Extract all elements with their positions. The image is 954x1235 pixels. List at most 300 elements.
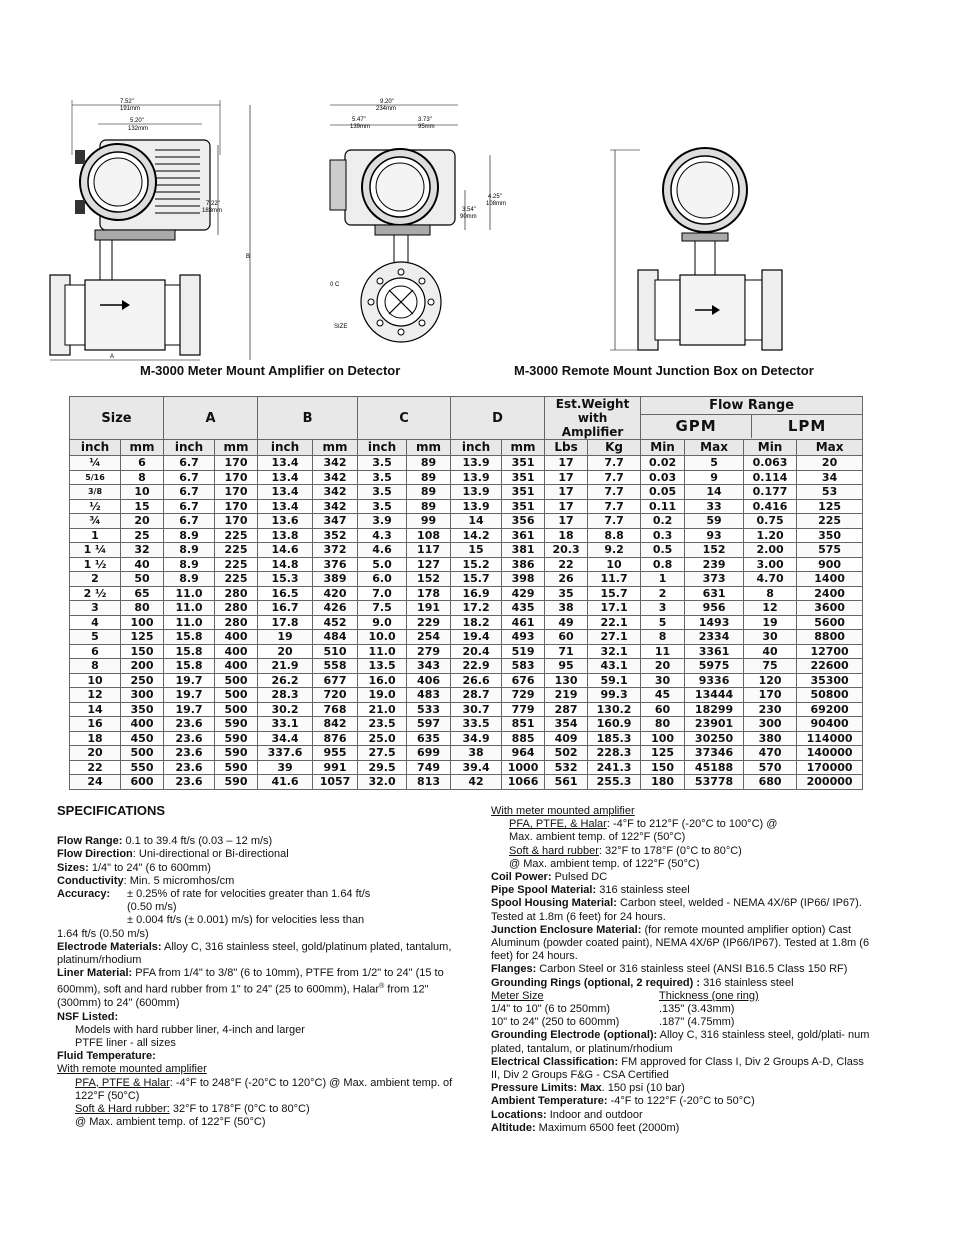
table-cell: 225 <box>215 572 258 587</box>
table-cell: 429 <box>502 586 545 601</box>
spec-ground-electrode: Grounding Electrode (optional): Alloy C, 316 stainless steel, gold/plati- num plated, tantalum, or platinum/rhodium <box>491 1029 870 1055</box>
table-cell: 178 <box>407 586 451 601</box>
table-cell: 26.2 <box>258 673 313 688</box>
table-cell: 22.1 <box>588 615 641 630</box>
table-cell: ¾ <box>70 514 121 529</box>
table-cell: 699 <box>407 746 451 761</box>
table-cell: 7.7 <box>588 470 641 485</box>
table-cell: 23.6 <box>164 775 215 790</box>
table-cell: 45 <box>641 688 685 703</box>
table-cell: 3/8 <box>70 485 121 500</box>
table-cell: 426 <box>313 601 358 616</box>
dim-total-mm: 234mm <box>376 106 397 112</box>
table-row <box>70 543 863 558</box>
subheader-row <box>70 440 863 456</box>
subheader-cell: Max <box>797 440 863 456</box>
table-cell: 43.1 <box>588 659 641 674</box>
table-cell: 779 <box>502 702 545 717</box>
table-cell: 280 <box>215 601 258 616</box>
table-cell: 635 <box>407 731 451 746</box>
table-cell: 991 <box>313 760 358 775</box>
table-cell: 1493 <box>685 615 744 630</box>
table-cell: 30.7 <box>451 702 502 717</box>
table-cell: 19.7 <box>164 688 215 703</box>
table-cell: 7.7 <box>588 485 641 500</box>
table-cell: 17 <box>545 514 588 529</box>
spec-remote-pfa: PFA, PTFE & Halar: -4°F to 248°F (-20°C to 120°C) @ Max. ambient temp. of 122°F (50°C) <box>75 1076 453 1102</box>
table-cell: 0.2 <box>641 514 685 529</box>
table-row <box>70 659 863 674</box>
table-cell: 50 <box>121 572 164 587</box>
table-cell: 3.00 <box>744 557 797 572</box>
table-row <box>70 601 863 616</box>
table-cell: 225 <box>215 528 258 543</box>
table-cell: 32.1 <box>588 644 641 659</box>
table-cell: 435 <box>502 601 545 616</box>
table-cell: 41.6 <box>258 775 313 790</box>
table-cell: 900 <box>797 557 863 572</box>
table-cell: 2.00 <box>744 543 797 558</box>
table-cell: 4 <box>70 615 121 630</box>
table-cell: 59.1 <box>588 673 641 688</box>
table-cell: 342 <box>313 499 358 514</box>
table-cell: 2 ½ <box>70 586 121 601</box>
table-cell: 93 <box>685 528 744 543</box>
table-cell: 71 <box>545 644 588 659</box>
table-cell: 342 <box>313 485 358 500</box>
table-cell: 26.6 <box>451 673 502 688</box>
table-cell: 350 <box>121 702 164 717</box>
table-cell: 7.5 <box>358 601 407 616</box>
table-cell: 254 <box>407 630 451 645</box>
table-cell: 16.5 <box>258 586 313 601</box>
table-cell: 8 <box>744 586 797 601</box>
table-cell: 600 <box>121 775 164 790</box>
table-cell: 5 <box>641 615 685 630</box>
dim-h2-mm: 90mm <box>460 214 477 220</box>
table-cell: 420 <box>313 586 358 601</box>
table-cell: 21.0 <box>358 702 407 717</box>
table-cell: 5975 <box>685 659 744 674</box>
caption-remote-mount: M-3000 Remote Mount Junction Box on Detector <box>514 363 814 378</box>
table-cell: 720 <box>313 688 358 703</box>
table-cell: 3 <box>641 601 685 616</box>
table-cell: 17.8 <box>258 615 313 630</box>
table-cell: 14.2 <box>451 528 502 543</box>
table-cell: 25.0 <box>358 731 407 746</box>
table-row <box>70 470 863 485</box>
dim-height-mm: 183mm <box>202 208 223 214</box>
table-cell: 89 <box>407 499 451 514</box>
table-cell: 80 <box>121 601 164 616</box>
table-cell: 749 <box>407 760 451 775</box>
table-cell: 114000 <box>797 731 863 746</box>
table-cell: 550 <box>121 760 164 775</box>
table-cell: 519 <box>502 644 545 659</box>
table-cell: 680 <box>744 775 797 790</box>
table-cell: 34 <box>797 470 863 485</box>
table-cell: 876 <box>313 731 358 746</box>
table-cell: 95 <box>545 659 588 674</box>
table-cell: 200000 <box>797 775 863 790</box>
table-cell: 19 <box>258 630 313 645</box>
table-cell: 0.8 <box>641 557 685 572</box>
table-cell: 35300 <box>797 673 863 688</box>
table-cell: 1 ½ <box>70 557 121 572</box>
table-cell: 409 <box>545 731 588 746</box>
table-cell: 16.9 <box>451 586 502 601</box>
table-cell: 11.0 <box>164 586 215 601</box>
table-cell: 0.5 <box>641 543 685 558</box>
table-cell: 117 <box>407 543 451 558</box>
table-cell: 386 <box>502 557 545 572</box>
dim-width-a-mm: 191mm <box>120 106 141 112</box>
flow-range-label: Flow Range <box>641 398 862 415</box>
dim-width-b-mm: 132mm <box>128 126 149 132</box>
dim-width-b: 5.20" <box>130 118 144 124</box>
table-cell: 4.70 <box>744 572 797 587</box>
table-cell: 125 <box>641 746 685 761</box>
table-cell: 12700 <box>797 644 863 659</box>
table-cell: 676 <box>502 673 545 688</box>
spec-meter-rubber: Soft & hard rubber: 32°F to 178°F (0°C to 80°C) <box>509 844 742 857</box>
subheader-cell: Min <box>641 440 685 456</box>
table-cell: 6.7 <box>164 470 215 485</box>
table-cell: 45188 <box>685 760 744 775</box>
table-cell: 361 <box>502 528 545 543</box>
table-cell: 597 <box>407 717 451 732</box>
table-cell: 18 <box>70 731 121 746</box>
table-cell: 5/16 <box>70 470 121 485</box>
spec-conductivity: Conductivity: Min. 5 micromhos/cm <box>57 874 235 887</box>
table-cell: 11.0 <box>164 601 215 616</box>
table-cell: 4.3 <box>358 528 407 543</box>
table-cell: 23.5 <box>358 717 407 732</box>
table-cell: 575 <box>797 543 863 558</box>
table-cell: 558 <box>313 659 358 674</box>
table-cell: 12 <box>744 601 797 616</box>
table-cell: 351 <box>502 485 545 500</box>
table-row <box>70 775 863 790</box>
table-cell: 16.7 <box>258 601 313 616</box>
table-cell: 533 <box>407 702 451 717</box>
table-cell: 20 <box>70 746 121 761</box>
table-row <box>70 485 863 500</box>
table-cell: 15 <box>451 543 502 558</box>
table-cell: 15.8 <box>164 644 215 659</box>
table-cell: 389 <box>313 572 358 587</box>
table-cell: 15.3 <box>258 572 313 587</box>
subheader-cell: Max <box>685 440 744 456</box>
table-row <box>70 673 863 688</box>
table-cell: 11.0 <box>358 644 407 659</box>
table-cell: 8 <box>641 630 685 645</box>
subheader-cell: inch <box>258 440 313 456</box>
table-cell: 381 <box>502 543 545 558</box>
dim-h2: 3.54" <box>462 207 476 213</box>
table-cell: 3 <box>70 601 121 616</box>
table-cell: 470 <box>744 746 797 761</box>
table-cell: 127 <box>407 557 451 572</box>
table-cell: 200 <box>121 659 164 674</box>
table-cell: 500 <box>215 688 258 703</box>
table-cell: 452 <box>313 615 358 630</box>
table-cell: 10 <box>121 485 164 500</box>
table-cell: 170 <box>215 499 258 514</box>
spec-electrode: Electrode Materials: Alloy C, 316 stainless steel, gold/platinum plated, tantalum, platinum/rhodium <box>57 940 452 967</box>
table-cell: 400 <box>121 717 164 732</box>
table-cell: 1066 <box>502 775 545 790</box>
table-cell: 13.4 <box>258 470 313 485</box>
table-cell: 23.6 <box>164 760 215 775</box>
table-cell: 6 <box>121 456 164 471</box>
spec-ring-row-1: 1/4" to 10" (6 to 250mm) .135" (3.43mm) <box>491 1003 735 1016</box>
spec-accuracy-2: (0.50 m/s) <box>127 901 177 914</box>
table-cell: 255.3 <box>588 775 641 790</box>
table-cell: 813 <box>407 775 451 790</box>
table-cell: 842 <box>313 717 358 732</box>
spec-fluid-temp: Fluid Temperature: <box>57 1050 156 1063</box>
table-cell: 9.2 <box>588 543 641 558</box>
table-cell: 229 <box>407 615 451 630</box>
table-cell: 35 <box>545 586 588 601</box>
spec-junction: Junction Enclosure Material: (for remote mounted amplifier option) Cast Aluminum (powder coated paint), NEMA 4X/6P (IP66/IP67). Tested at 1.8m (6 feet) for 24 hours. <box>491 923 870 963</box>
dim-h1-mm: 108mm <box>486 201 507 207</box>
table-cell: 13.4 <box>258 456 313 471</box>
table-cell: 21.9 <box>258 659 313 674</box>
table-row <box>70 615 863 630</box>
table-cell: 30.2 <box>258 702 313 717</box>
table-cell: 851 <box>502 717 545 732</box>
table-cell: 956 <box>685 601 744 616</box>
table-cell: 22600 <box>797 659 863 674</box>
table-cell: 16 <box>70 717 121 732</box>
table-cell: 19 <box>744 615 797 630</box>
table-cell: 13.4 <box>258 499 313 514</box>
table-row <box>70 717 863 732</box>
table-cell: 40 <box>121 557 164 572</box>
group-a: A <box>164 397 258 440</box>
table-cell: 0.11 <box>641 499 685 514</box>
table-cell: 120 <box>744 673 797 688</box>
table-cell: 14 <box>451 514 502 529</box>
table-row <box>70 557 863 572</box>
table-cell: 5 <box>70 630 121 645</box>
table-cell: 125 <box>121 630 164 645</box>
spec-electrical: Electrical Classification: FM approved for Class I, Div 2 Groups A-D, Class II, Div 2 Groups F&G - CSA Certified <box>491 1055 864 1082</box>
table-cell: 130.2 <box>588 702 641 717</box>
table-cell: 7.7 <box>588 456 641 471</box>
table-cell: 17.2 <box>451 601 502 616</box>
side-view-drawing <box>310 95 520 345</box>
unit-lpm: LPM <box>787 417 827 435</box>
table-cell: 219 <box>545 688 588 703</box>
dim-left: 5.47" <box>352 117 366 123</box>
table-cell: 9336 <box>685 673 744 688</box>
table-cell: 380 <box>744 731 797 746</box>
table-cell: 20 <box>641 659 685 674</box>
subheader-cell: inch <box>451 440 502 456</box>
specs-right <box>491 805 876 1135</box>
table-cell: 1057 <box>313 775 358 790</box>
table-cell: 16.0 <box>358 673 407 688</box>
table-cell: 350 <box>797 528 863 543</box>
table-cell: 39.4 <box>451 760 502 775</box>
spec-altitude: Altitude: Maximum 6500 feet (2000m) <box>491 1121 680 1134</box>
spec-flow-range: Flow Range: 0.1 to 39.4 ft/s (0.03 – 12 m/s) <box>57 835 273 848</box>
table-cell: 1 <box>70 528 121 543</box>
table-cell: 8 <box>121 470 164 485</box>
table-row <box>70 760 863 775</box>
table-cell: 2 <box>70 572 121 587</box>
table-cell: 14 <box>685 485 744 500</box>
table-cell: 65 <box>121 586 164 601</box>
table-cell: 13444 <box>685 688 744 703</box>
table-cell: 60 <box>545 630 588 645</box>
spec-coil: Coil Power: Pulsed DC <box>491 871 608 884</box>
table-cell: 170 <box>215 485 258 500</box>
table-cell: 15.7 <box>451 572 502 587</box>
table-cell: ¼ <box>70 456 121 471</box>
spec-sizes: Sizes: 1/4" to 24" (6 to 600mm) <box>57 861 211 874</box>
table-cell: 500 <box>215 673 258 688</box>
table-cell: 99 <box>407 514 451 529</box>
table-cell: 19.7 <box>164 702 215 717</box>
spec-nsf-2: PTFE liner - all sizes <box>75 1036 176 1049</box>
table-cell: 400 <box>215 659 258 674</box>
table-cell: 10.0 <box>358 630 407 645</box>
subheader-cell: Kg <box>588 440 641 456</box>
table-cell: 493 <box>502 630 545 645</box>
table-row <box>70 572 863 587</box>
spec-ambient: Ambient Temperature: -4°F to 122°F (-20°C to 50°C) <box>491 1095 755 1108</box>
table-cell: 2400 <box>797 586 863 601</box>
table-cell: 19.4 <box>451 630 502 645</box>
table-cell: 0.03 <box>641 470 685 485</box>
table-cell: 180 <box>641 775 685 790</box>
table-cell: 351 <box>502 470 545 485</box>
table-cell: 461 <box>502 615 545 630</box>
table-cell: 60 <box>641 702 685 717</box>
spec-locations: Locations: Indoor and outdoor <box>491 1108 643 1121</box>
table-cell: 352 <box>313 528 358 543</box>
table-cell: 8.9 <box>164 557 215 572</box>
table-cell: 230 <box>744 702 797 717</box>
table-cell: 22.9 <box>451 659 502 674</box>
table-cell: 89 <box>407 456 451 471</box>
table-cell: 170000 <box>797 760 863 775</box>
table-cell: 99.3 <box>588 688 641 703</box>
table-row <box>70 499 863 514</box>
table-cell: 170 <box>744 688 797 703</box>
spec-ring-header: Meter Size Thickness (one ring) <box>491 989 759 1002</box>
subheader-cell: inch <box>164 440 215 456</box>
table-cell: 6.0 <box>358 572 407 587</box>
spec-ring-row-2: 10" to 24" (250 to 600mm) .187" (4.75mm) <box>491 1016 735 1029</box>
table-cell: 342 <box>313 470 358 485</box>
table-cell: 6.7 <box>164 499 215 514</box>
table-cell: 53778 <box>685 775 744 790</box>
table-cell: 590 <box>215 760 258 775</box>
spec-nsf-1: Models with hard rubber liner, 4-inch and larger <box>75 1023 305 1036</box>
table-cell: 27.5 <box>358 746 407 761</box>
table-cell: 27.1 <box>588 630 641 645</box>
table-cell: 0.3 <box>641 528 685 543</box>
spec-meter-rubber-2: @ Max. ambient temp. of 122°F (50°C) <box>509 857 700 870</box>
spec-rings: Grounding Rings (optional, 2 required) : 316 stainless steel <box>491 976 794 989</box>
table-cell: 225 <box>215 557 258 572</box>
table-cell: 239 <box>685 557 744 572</box>
table-cell: 228.3 <box>588 746 641 761</box>
table-cell: 400 <box>215 630 258 645</box>
table-cell: 372 <box>313 543 358 558</box>
group-flow <box>641 397 863 440</box>
table-cell: 34.4 <box>258 731 313 746</box>
table-cell: 3361 <box>685 644 744 659</box>
specs-left <box>57 804 457 1129</box>
table-cell: 2334 <box>685 630 744 645</box>
table-cell: 13.9 <box>451 470 502 485</box>
table-cell: 500 <box>121 746 164 761</box>
table-cell: 100 <box>641 731 685 746</box>
label-size: SIZE <box>334 324 348 330</box>
table-cell: 6.7 <box>164 485 215 500</box>
table-cell: 20 <box>121 514 164 529</box>
table-cell: 59 <box>685 514 744 529</box>
table-cell: 30 <box>641 673 685 688</box>
table-cell: 502 <box>545 746 588 761</box>
table-cell: 89 <box>407 470 451 485</box>
table-row <box>70 456 863 471</box>
table-cell: 15.8 <box>164 630 215 645</box>
table-cell: 351 <box>502 456 545 471</box>
table-cell: 14.6 <box>258 543 313 558</box>
table-cell: 225 <box>797 514 863 529</box>
table-cell: 280 <box>215 615 258 630</box>
table-cell: 23901 <box>685 717 744 732</box>
subheader-cell: mm <box>502 440 545 456</box>
table-cell: 19.0 <box>358 688 407 703</box>
table-cell: 590 <box>215 717 258 732</box>
table-cell: 5600 <box>797 615 863 630</box>
table-cell: 8.9 <box>164 572 215 587</box>
table-cell: 11.0 <box>164 615 215 630</box>
table-cell: 5.0 <box>358 557 407 572</box>
spec-remote-rubber-2: @ Max. ambient temp. of 122°F (50°C) <box>75 1116 266 1129</box>
table-cell: 160.9 <box>588 717 641 732</box>
label-oc: 0 C <box>330 282 340 288</box>
table-cell: 32 <box>121 543 164 558</box>
table-cell: 42 <box>451 775 502 790</box>
table-row <box>70 514 863 529</box>
meter-mount-drawing <box>40 95 270 365</box>
table-cell: 22 <box>70 760 121 775</box>
table-cell: 8.8 <box>588 528 641 543</box>
table-cell: 20.3 <box>545 543 588 558</box>
spec-meter-pfa-2: Max. ambient temp. of 122°F (50°C) <box>509 831 686 844</box>
table-cell: 241.3 <box>588 760 641 775</box>
table-cell: 7.7 <box>588 499 641 514</box>
table-cell: 33.5 <box>451 717 502 732</box>
subheader-cell: mm <box>313 440 358 456</box>
table-cell: 20 <box>797 456 863 471</box>
table-cell: 15 <box>121 499 164 514</box>
table-cell: 75 <box>744 659 797 674</box>
subheader-cell: inch <box>358 440 407 456</box>
table-cell: 1.20 <box>744 528 797 543</box>
table-cell: ½ <box>70 499 121 514</box>
spec-remote-label: With remote mounted amplifier <box>57 1063 207 1076</box>
